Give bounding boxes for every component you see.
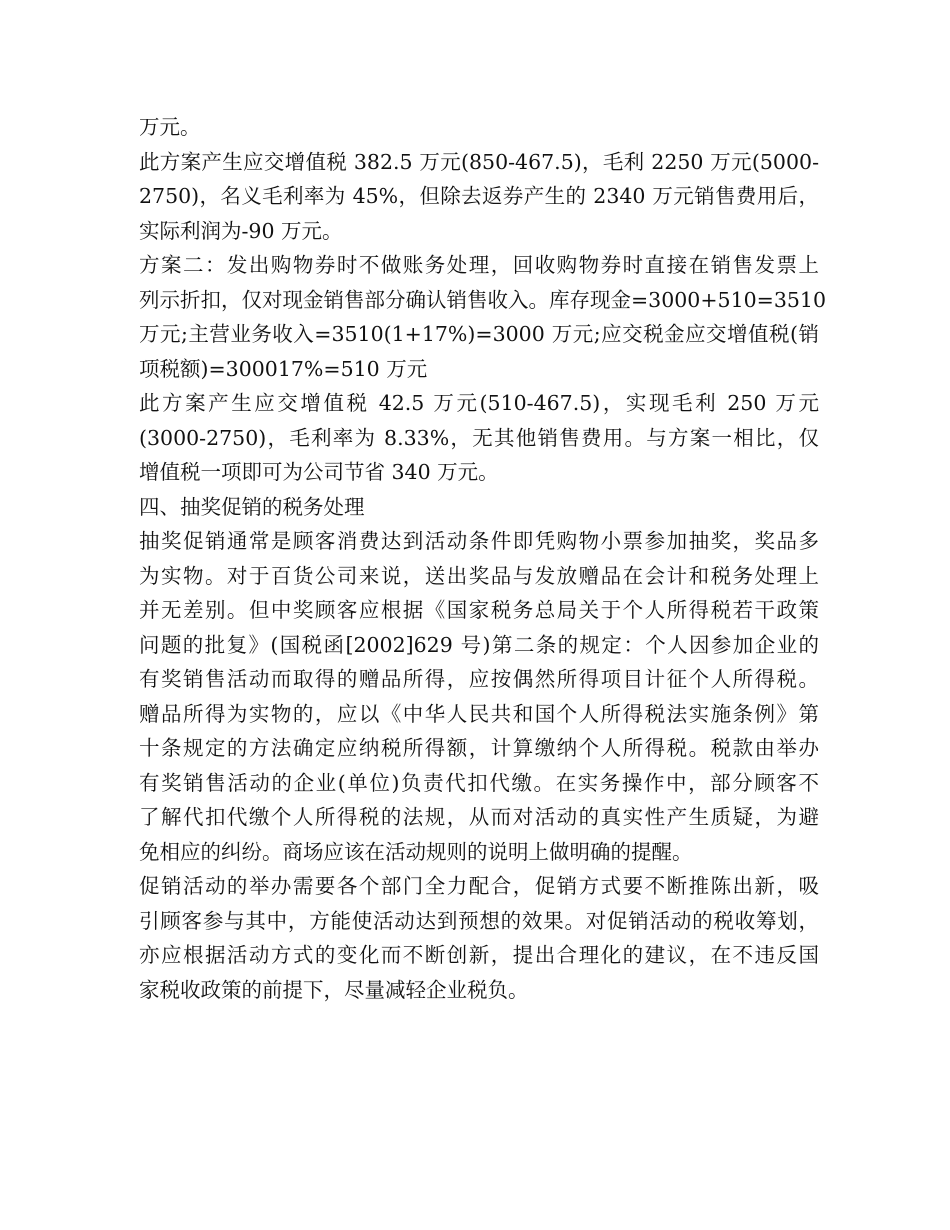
text-line: 列示折扣，仅对现金销售部分确认销售收入。库存现金=3000+510=3510 bbox=[139, 287, 826, 312]
text-line: 项税额)=300017%=510 万元 bbox=[139, 356, 428, 381]
text-line: (3000-2750)，毛利率为 8.33%，无其他销售费用。与方案一相比，仅 bbox=[139, 425, 819, 450]
text-line: 实际利润为-90 万元。 bbox=[139, 218, 343, 243]
text-line: 引顾客参与其中，方能使活动达到预想的效果。对促销活动的税收筹划， bbox=[139, 908, 819, 933]
text-line: 了解代扣代缴个人所得税的法规，从而对活动的真实性产生质疑，为避 bbox=[139, 805, 819, 829]
text-line: 赠品所得为实物的，应以《中华人民共和国个人所得税法实施条例》第 bbox=[139, 701, 819, 726]
text-line: 促销活动的举办需要各个部门全力配合，促销方式要不断推陈出新，吸 bbox=[139, 874, 819, 898]
text-line: 问题的批复》(国税函[2002]629 号)第二条的规定：个人因参加企业的 bbox=[139, 632, 819, 657]
text-line: 万元。 bbox=[139, 115, 201, 139]
text-line: 增值税一项即可为公司节省 340 万元。 bbox=[139, 460, 499, 484]
text-line: 此方案产生应交增值税 382.5 万元(850-467.5)，毛利 2250 万元(5000- bbox=[139, 149, 819, 174]
document-body bbox=[139, 110, 826, 1007]
text-line: 家税收政策的前提下，尽量减轻企业税负。 bbox=[139, 977, 529, 1002]
text-line: 为实物。对于百货公司来说，送出奖品与发放赠品在会计和税务处理上 bbox=[139, 563, 819, 588]
text-line: 方案二：发出购物券时不做账务处理，回收购物券时直接在销售发票上 bbox=[139, 253, 819, 277]
text-line: 并无差别。但中奖顾客应根据《国家税务总局关于个人所得税若干政策 bbox=[139, 598, 819, 622]
text-line: 抽奖促销通常是顾客消费达到活动条件即凭购物小票参加抽奖，奖品多 bbox=[139, 529, 819, 553]
text-line: 此方案产生应交增值税 42.5 万元(510-467.5)，实现毛利 250 万元 bbox=[139, 391, 819, 415]
text-line: 有奖销售活动的企业(单位)负责代扣代缴。在实务操作中，部分顾客不 bbox=[139, 770, 819, 795]
text-line: 2750)，名义毛利率为 45%，但除去返券产生的 2340 万元销售费用后， bbox=[139, 184, 819, 208]
section-heading: 四、抽奖促销的税务处理 bbox=[139, 494, 365, 519]
text-line: 有奖销售活动而取得的赠品所得，应按偶然所得项目计征个人所得税。 bbox=[139, 667, 819, 691]
text-line: 免相应的纠纷。商场应该在活动规则的说明上做明确的提醒。 bbox=[139, 839, 693, 864]
text-line: 万元;主营业务收入=3510(1+17%)=3000 万元;应交税金应交增值税(销 bbox=[139, 322, 819, 346]
text-line: 十条规定的方法确定应纳税所得额，计算缴纳个人所得税。税款由举办 bbox=[139, 736, 819, 760]
text-line: 亦应根据活动方式的变化而不断创新，提出合理化的建议，在不违反国 bbox=[139, 943, 819, 967]
